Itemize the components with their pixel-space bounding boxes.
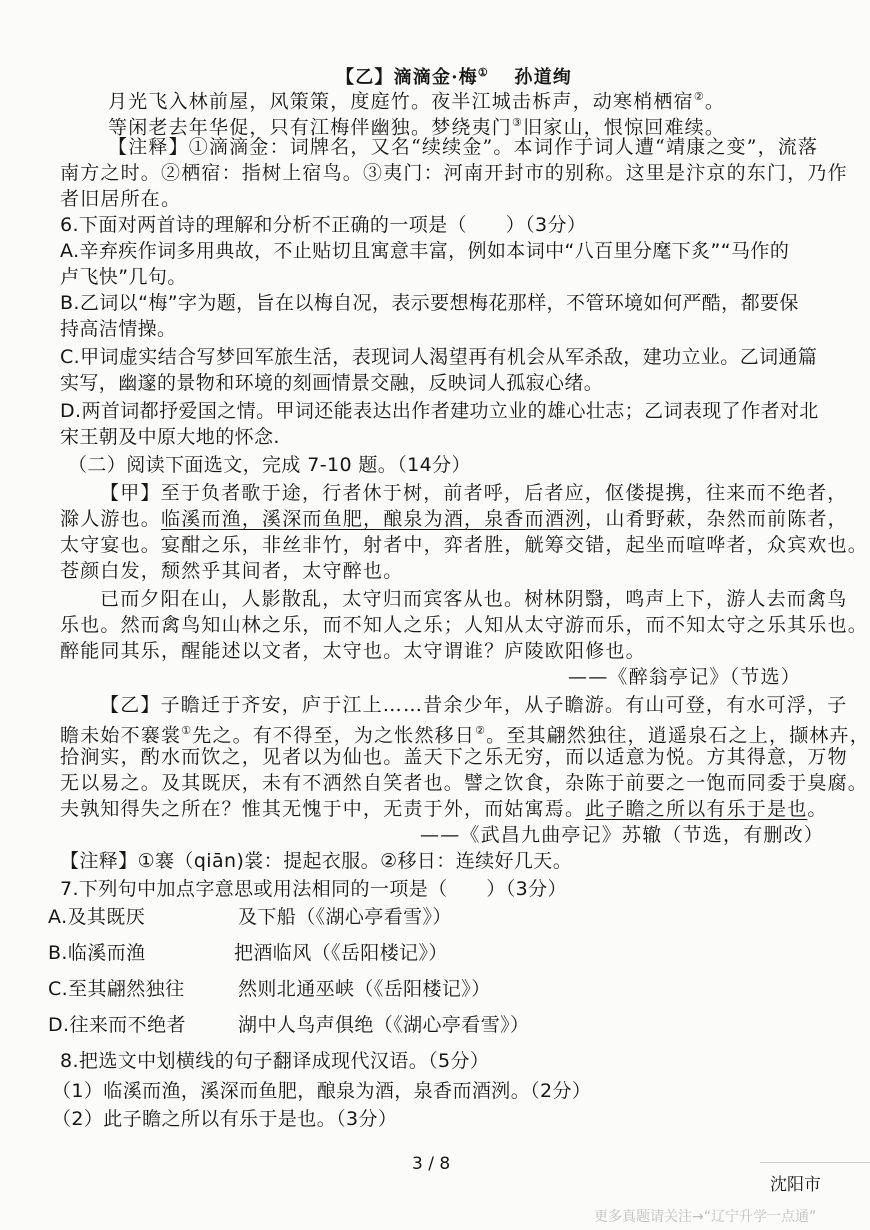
yi-source: ——《武昌九曲亭记》苏辙（节选，有删改） <box>420 824 825 846</box>
yi-line-3: 拾涧实，酌水而饮之，见者以为仙也。盖天下之乐无穷，而以适意为悦。方其得意，万物 <box>60 746 848 768</box>
q6-option-c-cont: 实写，幽邃的景物和环境的刻画情景交融，反映词人孤寂心绪。 <box>60 372 604 394</box>
poem-line-2: 等闲老去年华促，只有江梅伴幽独。梦绕夷门③旧家山，恨惊回难续。 <box>108 116 726 139</box>
yi-line-5: 夫孰知得失之所在？惟其无愧于中，无责于外，而姑寓焉。此子瞻之所以有乐于是也。 <box>60 798 828 820</box>
city-label: 沈阳市 <box>770 1175 821 1195</box>
q6-option-d: D.两首词都抒爱国之情。甲词还能表达出作者建功立业的雄心壮志；乙词表现了作者对北 <box>60 400 819 422</box>
footer-watermark: 更多真题请关注→“辽宁升学一点通” <box>594 1209 817 1225</box>
poem-note-line-3: 者旧居所在。 <box>60 188 182 210</box>
section2-heading: （二）阅读下面选文，完成 7-10 题。（14分） <box>68 454 471 476</box>
underlined-sentence-2: 此子瞻之所以有乐于是也 <box>585 798 808 820</box>
yi-line-4: 无以易之。及其既厌，未有不洒然自笑者也。譬之饮食，杂陈于前要之一饱而同委于臭腐。 <box>60 772 869 794</box>
jia-p2-line-3: 醉能同其乐，醒能述以文者，太守也。太守谓谁？庐陵欧阳修也。 <box>60 640 646 662</box>
q6-stem: 6.下面对两首诗的理解和分析不正确的一项是（ ）（3分） <box>60 214 587 236</box>
q6-option-a-cont: 卢飞快”几句。 <box>60 266 187 288</box>
q6-option-b-cont: 持高洁情操。 <box>60 318 177 340</box>
jia-p1-line-4: 苍颜白发，颓然乎其间者，太守醉也。 <box>60 560 404 582</box>
q8-sentence-1: （1）临溪而渔，溪深而鱼肥，酿泉为酒，泉香而酒洌。（2分） <box>52 1080 592 1102</box>
jia-p1-line-2: 滁人游也。临溪而渔，溪深而鱼肥，酿泉为酒，泉香而酒洌，山肴野蔌，杂然而前陈者， <box>60 508 848 530</box>
q8-stem: 8.把选文中划横线的句子翻译成现代汉语。（5分） <box>60 1050 490 1072</box>
poem-note-line-2: 南方之时。②栖宿：指树上宿鸟。③夷门：河南开封市的别称。这里是汴京的东门，乃作 <box>60 162 848 184</box>
jia-p2-line-2: 乐也。然而禽鸟知山林之乐，而不知人之乐；人知从太守游而乐，而不知太守之乐其乐也。 <box>60 614 869 636</box>
exam-page: 【乙】滴滴金·梅① 孙道绚 月光飞入林前屋，风策策，度庭竹。夜半江城击柝声，动寒梢栖宿②。 等闲老去年华促，只有江梅伴幽独。梦绕夷门③旧家山，恨惊回难续。 【注释】①滴滴金：词牌名，又名“续续金”。本词作于词人遭“靖康之变”，流落 南方之时。②栖宿：指树上宿鸟。③夷门：河南开封市的别称。这里是汴京的东门，乃作 者旧居所在。 6.下面对两首诗的理解和分析不正确的一项是（ ）（3分） A.辛弃疾作词多用典故，不止贴切且寓意丰富，例如本词中“八百里分麾下炙”“马作的 卢飞快”几句。 B.乙词以“梅”字为题，旨在以梅自况，表示要想梅花那样，不管环境如何严酷，都要保 持高洁情操。 C.甲词虚实结合写梦回军旅生活，表现词人渴望再有机会从军杀敌，建功立业。乙词通篇 实写，幽邃的景物和环境的刻画情景交融，反映词人孤寂心绪。 D.两首词都抒爱国之情。甲词还能表达出作者建功立业的雄心壮志；乙词表现了作者对北 宋王朝及中原大地的怀念. （二）阅读下面选文，完成 7-10 题。（14分） 【甲】至于负者歌于途，行者休于树，前者呼，后者应，伛偻提携，往来而不绝者， 滁人游也。临溪而渔，溪深而鱼肥，酿泉为酒，泉香而酒洌，山肴野蔌，杂然而前陈者， 太守宴也。宴酣之乐，非丝非竹，射者中，弈者胜，觥筹交错，起坐而喧哗者，众宾欢也。 苍颜白发，颓然乎其间者，太守醉也。 已而夕阳在山，人影散乱，太守归而宾客从也。树林阴翳，鸣声上下，游人去而禽鸟 乐也。然而禽鸟知山林之乐，而不知人之乐；人知从太守游而乐，而不知太守之乐其乐也。 醉能同其乐，醒能述以文者，太守也。太守谓谁？庐陵欧阳修也。 ——《醉翁亭记》（节选） 【乙】子瞻迁于齐安，庐于江上……昔余少年，从子瞻游。有山可登，有水可浮，子 瞻未始不褰裳①先之。有不得至，为之怅然移日②。至其翩然独往，逍遥泉石之上，撷林卉， 拾涧实，酌水而饮之，见者以为仙也。盖天下之乐无穷，而以适意为悦。方其得意，万物 无以易之。及其既厌，未有不洒然自笑者也。譬之饮食，杂陈于前要之一饱而同委于臭腐。 夫孰知得失之所在？惟其无愧于中，无责于外，而姑寓焉。此子瞻之所以有乐于是也。 ——《武昌九曲亭记》苏辙（节选，有删改） 【注释】①褰（qiān)裳：提起衣服。②移日：连续好几天。 7.下列句中加点字意思或用法相同的一项是（ ）（3分） A.及其既厌 及下船（《湖心亭看雪》） B.临溪而渔 把酒临风（《岳阳楼记》） C.至其翩然独往 然则北通巫峡（《岳阳楼记》） D.往来而不绝者 湖中人鸟声俱绝（《湖心亭看雪》） 8.把选文中划横线的句子翻译成现代汉语。（5分） （1）临溪而渔，溪深而鱼肥，酿泉为酒，泉香而酒洌。（2分） （2）此子瞻之所以有乐于是也。（3分） 3 / 8 沈阳市 更多真题请关注→“辽宁升学一点通” <box>0 0 870 1230</box>
poem-line-1: 月光飞入林前屋，风策策，度庭竹。夜半江城击柝声，动寒梢栖宿②。 <box>108 90 726 113</box>
yi-line-2: 瞻未始不褰裳①先之。有不得至，为之怅然移日②。至其翩然独往，逍遥泉石之上，撷林卉， <box>60 724 870 747</box>
q6-option-d-cont: 宋王朝及中原大地的怀念. <box>60 426 280 448</box>
yi-line-1: 【乙】子瞻迁于齐安，庐于江上……昔余少年，从子瞻游。有山可登，有水可浮，子 <box>100 694 848 716</box>
footer-divider <box>760 1162 870 1163</box>
page-number: 3 / 8 <box>412 1154 451 1174</box>
q6-option-b: B.乙词以“梅”字为题，旨在以梅自况，表示要想梅花那样，不管环境如何严酷，都要保 <box>60 292 799 314</box>
jia-source: ——《醉翁亭记》（节选） <box>568 666 801 688</box>
jia-p1-line-3: 太守宴也。宴酣之乐，非丝非竹，射者中，弈者胜，觥筹交错，起坐而喧哗者，众宾欢也。 <box>60 534 869 556</box>
q7-stem: 7.下列句中加点字意思或用法相同的一项是（ ）（3分） <box>60 878 567 900</box>
jia-p2-line-1: 已而夕阳在山，人影散乱，太守归而宾客从也。树林阴翳，鸣声上下，游人去而禽鸟 <box>100 588 848 610</box>
poem-author: 孙道绚 <box>514 67 573 88</box>
poem-note-line-1: 【注释】①滴滴金：词牌名，又名“续续金”。本词作于词人遭“靖康之变”，流落 <box>108 136 819 158</box>
poem-title: 【乙】滴滴金·梅① 孙道绚 <box>336 66 573 88</box>
q6-option-c: C.甲词虚实结合写梦回军旅生活，表现词人渴望再有机会从军杀敌，建功立业。乙词通篇 <box>60 346 818 368</box>
q6-option-a: A.辛弃疾作词多用典故，不止贴切且寓意丰富，例如本词中“八百里分麾下炙”“马作的 <box>60 240 790 262</box>
yi-note: 【注释】①褰（qiān)裳：提起衣服。②移日：连续好几天。 <box>60 850 573 872</box>
q8-sentence-2: （2）此子瞻之所以有乐于是也。（3分） <box>52 1108 398 1130</box>
jia-p1-line-1: 【甲】至于负者歌于途，行者休于树，前者呼，后者应，伛偻提携，往来而不绝者， <box>100 482 848 504</box>
underlined-sentence-1: 临溪而渔，溪深而鱼肥，酿泉为酒，泉香而酒洌 <box>161 508 586 530</box>
